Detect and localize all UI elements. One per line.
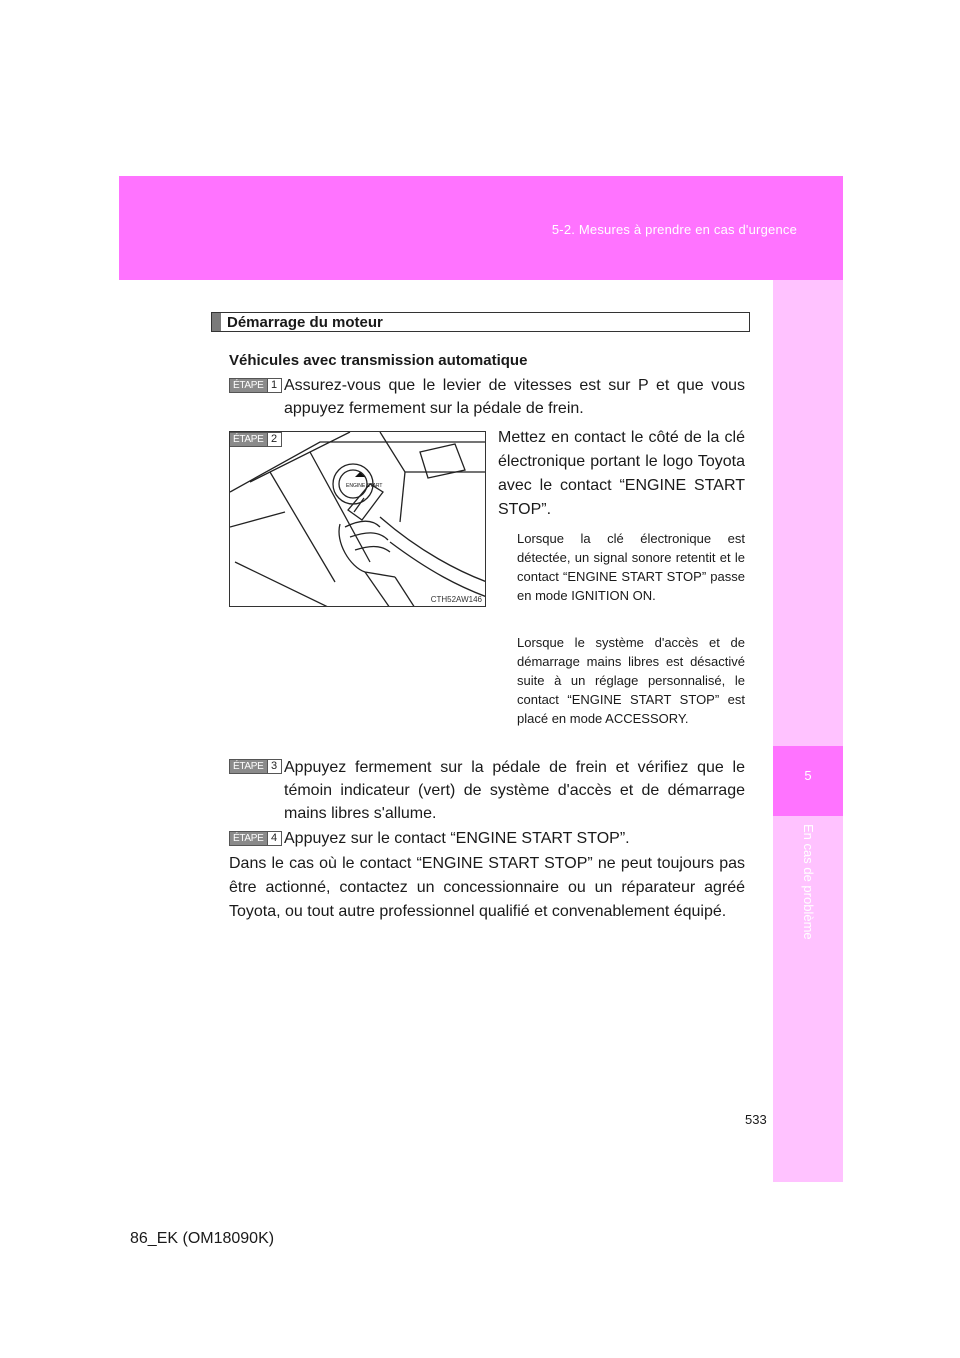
engine-start-label: ENGINE START [346,483,383,489]
subtitle: Véhicules avec transmission automatique [229,352,528,369]
step-word: ÉTAPE [230,433,267,446]
key-touch-drawing [230,432,486,607]
section-title-box [211,312,750,332]
key-illustration [229,431,486,607]
footer-code: 86_EK (OM18090K) [130,1230,275,1247]
step-badge-3 [229,759,282,774]
illustration-caption: CTH52AW146 [430,595,482,604]
step-text-1 [284,374,745,420]
step-3-text: Appuyez fermement sur la pédale de frein et vérifiez que le témoin indicateur (vert) de système d'accès et de démarrage mains libres s'allume. [284,759,745,822]
step-1-text: Assurez-vous que le levier de vitesses est sur P et que vous appuyez fermement sur la pédale de frein. [284,377,745,417]
chapter-title: En cas de problème [801,824,816,940]
header-band [119,176,843,280]
step-badge-4 [229,831,282,846]
step-word: ÉTAPE [230,760,267,773]
chapter-sidebar [773,280,843,1182]
step-text-2 [498,426,745,522]
step-word: ÉTAPE [230,379,267,392]
step-text-3 [284,756,745,825]
note-2: Lorsque le système d'accès et de démarrage mains libres est désactivé suite à un réglage personnalisé, le contact “ENGINE START STOP” est placé en mode ACCESSORY. [517,635,745,726]
chapter-tab [773,746,843,816]
section-header: 5-2. Mesures à prendre en cas d'urgence [551,222,797,237]
step-text-4 [284,827,745,850]
step-badge-1 [229,378,282,393]
step-number: 4 [267,832,281,845]
step-number: 1 [267,379,281,392]
step-number: 2 [267,433,281,446]
section-title: Démarrage du moteur [227,313,383,331]
step-2-text: Mettez en contact le côté de la clé électronique portant le logo Toyota avec le contact “ENGINE START STOP”. [498,429,745,518]
note-1: Lorsque la clé électronique est détectée, un signal sonore retentit et le contact “ENGINE START STOP” passe en mode IGNITION ON. [517,531,745,603]
page-number: 533 [745,1112,767,1127]
step-badge-2 [229,432,282,447]
section-title-bar [212,313,221,331]
step-number: 3 [267,760,281,773]
closing-paragraph: Dans le cas où le contact “ENGINE START STOP” ne peut toujours pas être actionné, contactez un concessionnaire ou un réparateur agréé Toyota, ou tout autre professionnel qualifié et convenablement équipé. [229,855,745,920]
chapter-number: 5 [804,768,812,783]
step-word: ÉTAPE [230,832,267,845]
step-4-text: Appuyez sur le contact “ENGINE START STOP”. [284,830,630,847]
